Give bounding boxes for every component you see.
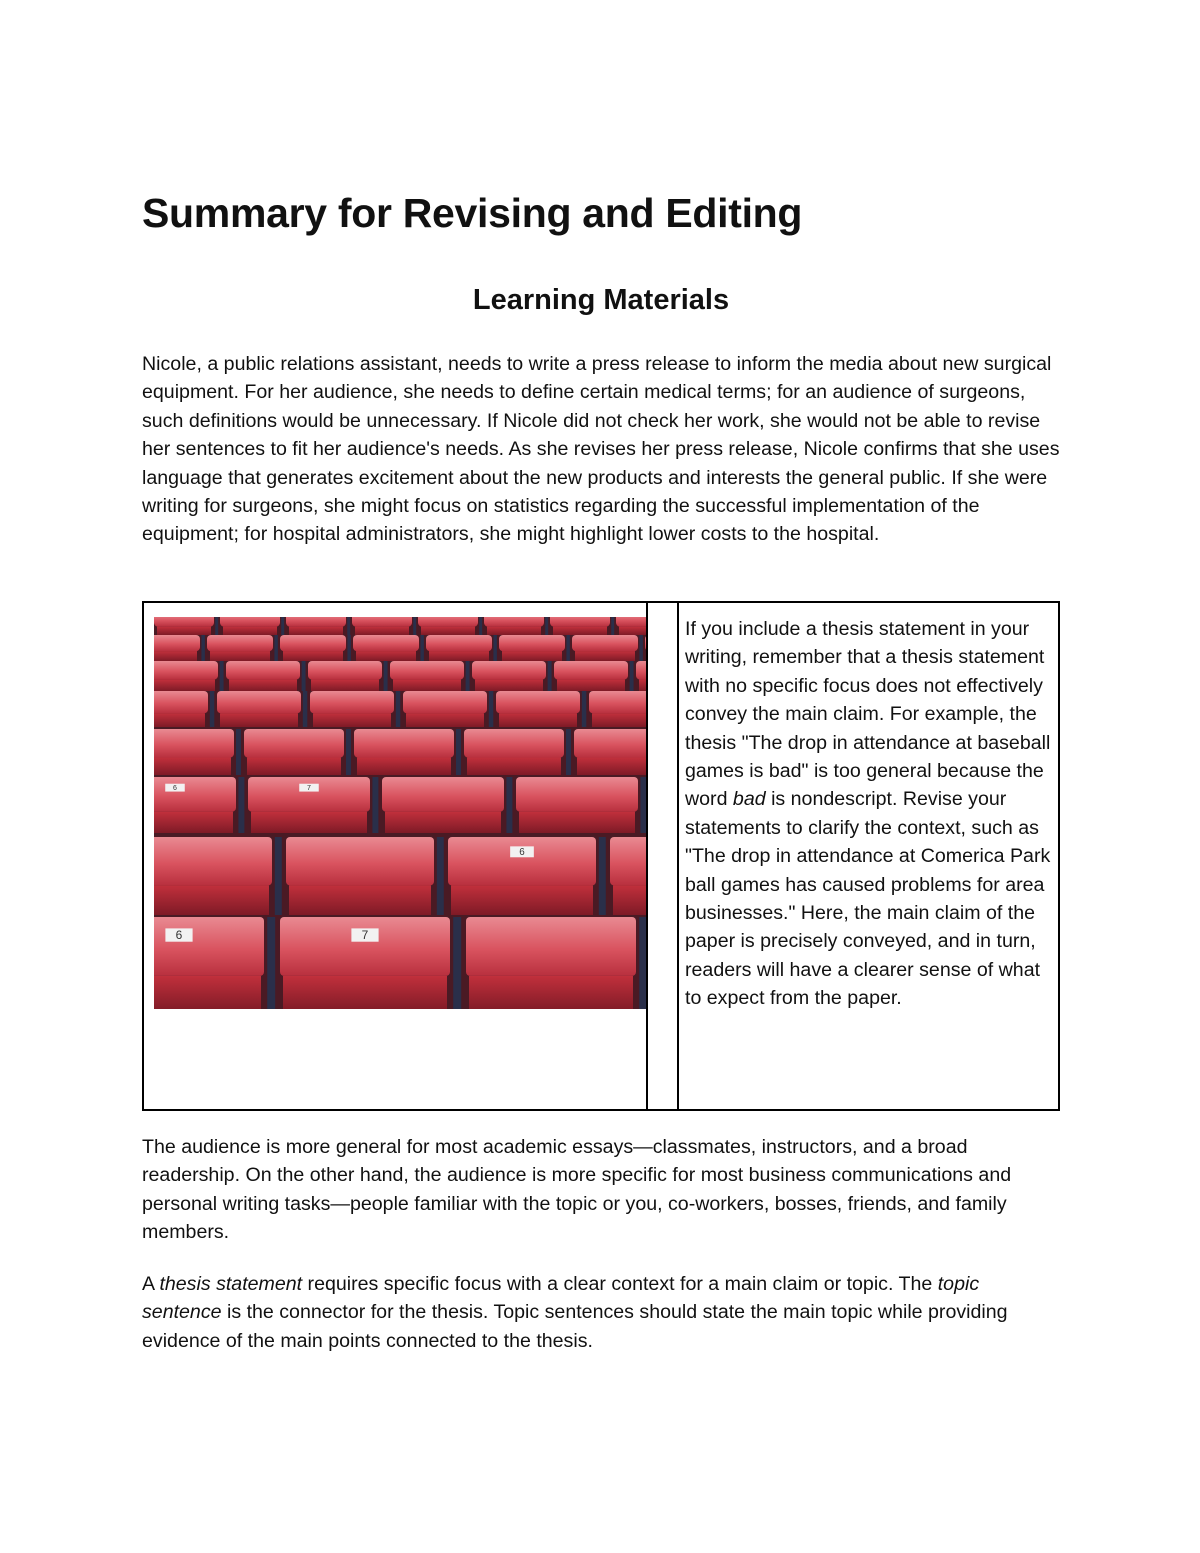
- seat-pan: [289, 885, 431, 915]
- content-table: [142, 601, 1060, 1111]
- seat-pan: [475, 680, 543, 691]
- seat-frame: [456, 729, 461, 775]
- seat-pan: [502, 651, 562, 661]
- seat-back: [217, 691, 301, 713]
- seat-frame: [599, 837, 606, 915]
- seat-frame: [420, 635, 424, 661]
- seat-pan: [451, 885, 593, 915]
- seat-back: [589, 691, 648, 713]
- seat-back: [286, 617, 346, 627]
- seat-pan: [154, 976, 261, 1009]
- seat-pan: [592, 713, 648, 727]
- seat-pan: [619, 627, 648, 635]
- seat-back: [352, 617, 412, 627]
- seat-pan: [313, 713, 391, 727]
- seat-back: [226, 661, 300, 680]
- seat-frame: [220, 661, 224, 691]
- section-subtitle: Learning Materials: [472, 284, 730, 316]
- seat-back: [310, 691, 394, 713]
- seat-back: [574, 729, 648, 758]
- seat-pan: [229, 680, 297, 691]
- seat-pan: [289, 627, 343, 635]
- seat-back: [464, 729, 564, 758]
- page-title: Summary for Revising and Editing: [142, 190, 803, 236]
- seat-back: [154, 661, 218, 680]
- seat-pan: [575, 651, 635, 661]
- paragraph-intro: Nicole, a public relations assistant, needs to write a press release to inform the media about new surgical equipment. For her audience, she needs to define certain medical terms; for an audience of surgeons, such definitions would be unnecessary. If Nicole did not check her work, she would not be able to revise her sentences to fit her audience's needs. As she revises her press release, Nicole confirms that she uses language that generates excitement about the new products and interests the general public. If she were writing for surgeons, she might focus on statistics regarding the successful implementation of the equipment; for hospital administrators, she might highlight lower costs to the hospital.: [142, 353, 1060, 546]
- seat-frame: [238, 777, 244, 833]
- seat-pan: [356, 651, 416, 661]
- seat-back: [207, 635, 273, 651]
- seat-pan: [553, 627, 607, 635]
- seat-back: [154, 917, 264, 976]
- seat-frame: [639, 635, 643, 661]
- seat-back: [286, 837, 434, 885]
- seat-back: [550, 617, 610, 627]
- seat-frame: [493, 635, 497, 661]
- seat-number: 7: [307, 784, 311, 792]
- seat-pan: [487, 627, 541, 635]
- seat-number: 6: [175, 928, 183, 943]
- seat-back: [554, 661, 628, 680]
- seat-pan: [210, 651, 270, 661]
- seat-frame: [347, 617, 350, 635]
- seat-frame: [479, 617, 482, 635]
- seat-frame: [201, 635, 205, 661]
- seat-pan: [519, 812, 635, 833]
- text-part: is the connector for the thesis. Topic sentences should state the main topic while providing evidence of the main points connected to the thesis.: [142, 1301, 1008, 1352]
- seat-pan: [311, 680, 379, 691]
- seat-frame: [566, 729, 571, 775]
- seat-frame: [396, 691, 401, 727]
- text-part: requires specific focus with a clear context for a main claim or topic. The: [302, 1273, 938, 1295]
- seat-pan: [154, 680, 215, 691]
- paragraph-audience: The audience is more general for most academic essays—classmates, instructors, and a broad readership. On the other hand, the audience is more specific for most business communications and personal writing tasks—people familiar with the topic or you, co-workers, bosses, friends, and family members.: [142, 1136, 1012, 1244]
- seat-pan: [467, 758, 561, 775]
- seat-back: [516, 777, 638, 812]
- seat-number: 6: [519, 847, 525, 859]
- seat-frame: [506, 777, 512, 833]
- seat-back: [154, 729, 234, 758]
- seat-frame: [466, 661, 470, 691]
- seat-pan: [154, 713, 205, 727]
- seat-pan: [499, 713, 577, 727]
- seat-pan: [154, 758, 231, 775]
- seat-back: [426, 635, 492, 651]
- seat-frame: [384, 661, 388, 691]
- seat-frame: [347, 635, 351, 661]
- seat-back: [496, 691, 580, 713]
- seat-back: [280, 917, 450, 976]
- seat-pan: [283, 651, 343, 661]
- seat-pan: [283, 976, 447, 1009]
- seat-pan: [251, 812, 367, 833]
- seat-back: [572, 635, 638, 651]
- seat-pan: [469, 976, 633, 1009]
- seat-pan: [223, 627, 277, 635]
- seat-back: [154, 691, 208, 713]
- seat-frame: [566, 635, 570, 661]
- seat-frame: [274, 635, 278, 661]
- seat-frame: [630, 661, 634, 691]
- seat-frame: [281, 617, 284, 635]
- seat-pan: [154, 812, 233, 833]
- seat-number: 7: [361, 928, 369, 943]
- tip-text-part: If you include a thesis statement in your writing, remember that a thesis statement with no specific focus does not effectively convey the main claim. For example, the thesis "The drop in attendance at baseball games is bad" is too general because the word: [685, 618, 1051, 811]
- seat-back: [154, 777, 236, 812]
- seat-pan: [429, 651, 489, 661]
- seat-frame: [611, 617, 614, 635]
- seat-back: [353, 635, 419, 651]
- seat-frame: [302, 661, 306, 691]
- seat-back: [403, 691, 487, 713]
- seat-pan: [406, 713, 484, 727]
- seat-frame: [372, 777, 378, 833]
- seat-frame: [413, 617, 416, 635]
- seat-back: [280, 635, 346, 651]
- paragraph-thesis: [142, 1270, 1060, 1355]
- seat-back: [354, 729, 454, 758]
- seat-frame: [236, 729, 241, 775]
- text-part: A: [142, 1273, 160, 1295]
- stadium-seats-image: [154, 617, 648, 1009]
- seat-pan: [220, 713, 298, 727]
- tip-text-part: is nondescript. Revise your statements to clarify the context, such as "The drop in attendance at Comerica Park ball games has caused problems for area businesses." Here, the main claim of the paper is precisely conveyed, and in turn, readers will have a clearer sense of what to expect from the paper.: [685, 788, 1051, 1010]
- seat-pan: [421, 627, 475, 635]
- seat-pan: [154, 885, 269, 915]
- seat-back: [466, 917, 636, 976]
- seat-back: [220, 617, 280, 627]
- seat-frame: [437, 837, 444, 915]
- seat-frame: [548, 661, 552, 691]
- seat-pan: [385, 812, 501, 833]
- tip-text-emphasis: bad: [732, 788, 766, 811]
- seat-back: [154, 837, 272, 885]
- seat-back: [154, 635, 200, 651]
- seat-pan: [557, 680, 625, 691]
- seat-pan: [577, 758, 648, 775]
- seat-frame: [303, 691, 308, 727]
- seat-back: [610, 837, 648, 885]
- seat-back: [382, 777, 504, 812]
- seat-frame: [215, 617, 218, 635]
- seat-frame: [453, 917, 461, 1009]
- seat-pan: [247, 758, 341, 775]
- column-divider: [677, 603, 679, 1109]
- seat-pan: [613, 885, 648, 915]
- seat-back: [154, 617, 214, 627]
- seat-pan: [157, 627, 211, 635]
- seat-frame: [582, 691, 587, 727]
- seat-rows: [154, 617, 648, 1009]
- seat-pan: [154, 651, 197, 661]
- seat-frame: [346, 729, 351, 775]
- thesis-tip-text: [685, 615, 1051, 1013]
- seat-frame: [545, 617, 548, 635]
- seat-pan: [393, 680, 461, 691]
- seat-frame: [210, 691, 215, 727]
- seat-back: [448, 837, 596, 885]
- column-divider: [646, 603, 648, 1109]
- seat-number: 6: [173, 784, 177, 792]
- seat-frame: [267, 917, 275, 1009]
- seat-pan: [357, 758, 451, 775]
- term-topic-sentence: topic sentence: [142, 1273, 980, 1324]
- seat-back: [472, 661, 546, 680]
- seat-frame: [275, 837, 282, 915]
- seat-back: [390, 661, 464, 680]
- seat-back: [616, 617, 648, 627]
- seat-back: [418, 617, 478, 627]
- seat-back: [499, 635, 565, 651]
- seat-back: [244, 729, 344, 758]
- seat-pan: [355, 627, 409, 635]
- seat-frame: [489, 691, 494, 727]
- seat-back: [484, 617, 544, 627]
- seat-back: [308, 661, 382, 680]
- seat-back: [248, 777, 370, 812]
- term-thesis-statement: thesis statement: [159, 1273, 303, 1295]
